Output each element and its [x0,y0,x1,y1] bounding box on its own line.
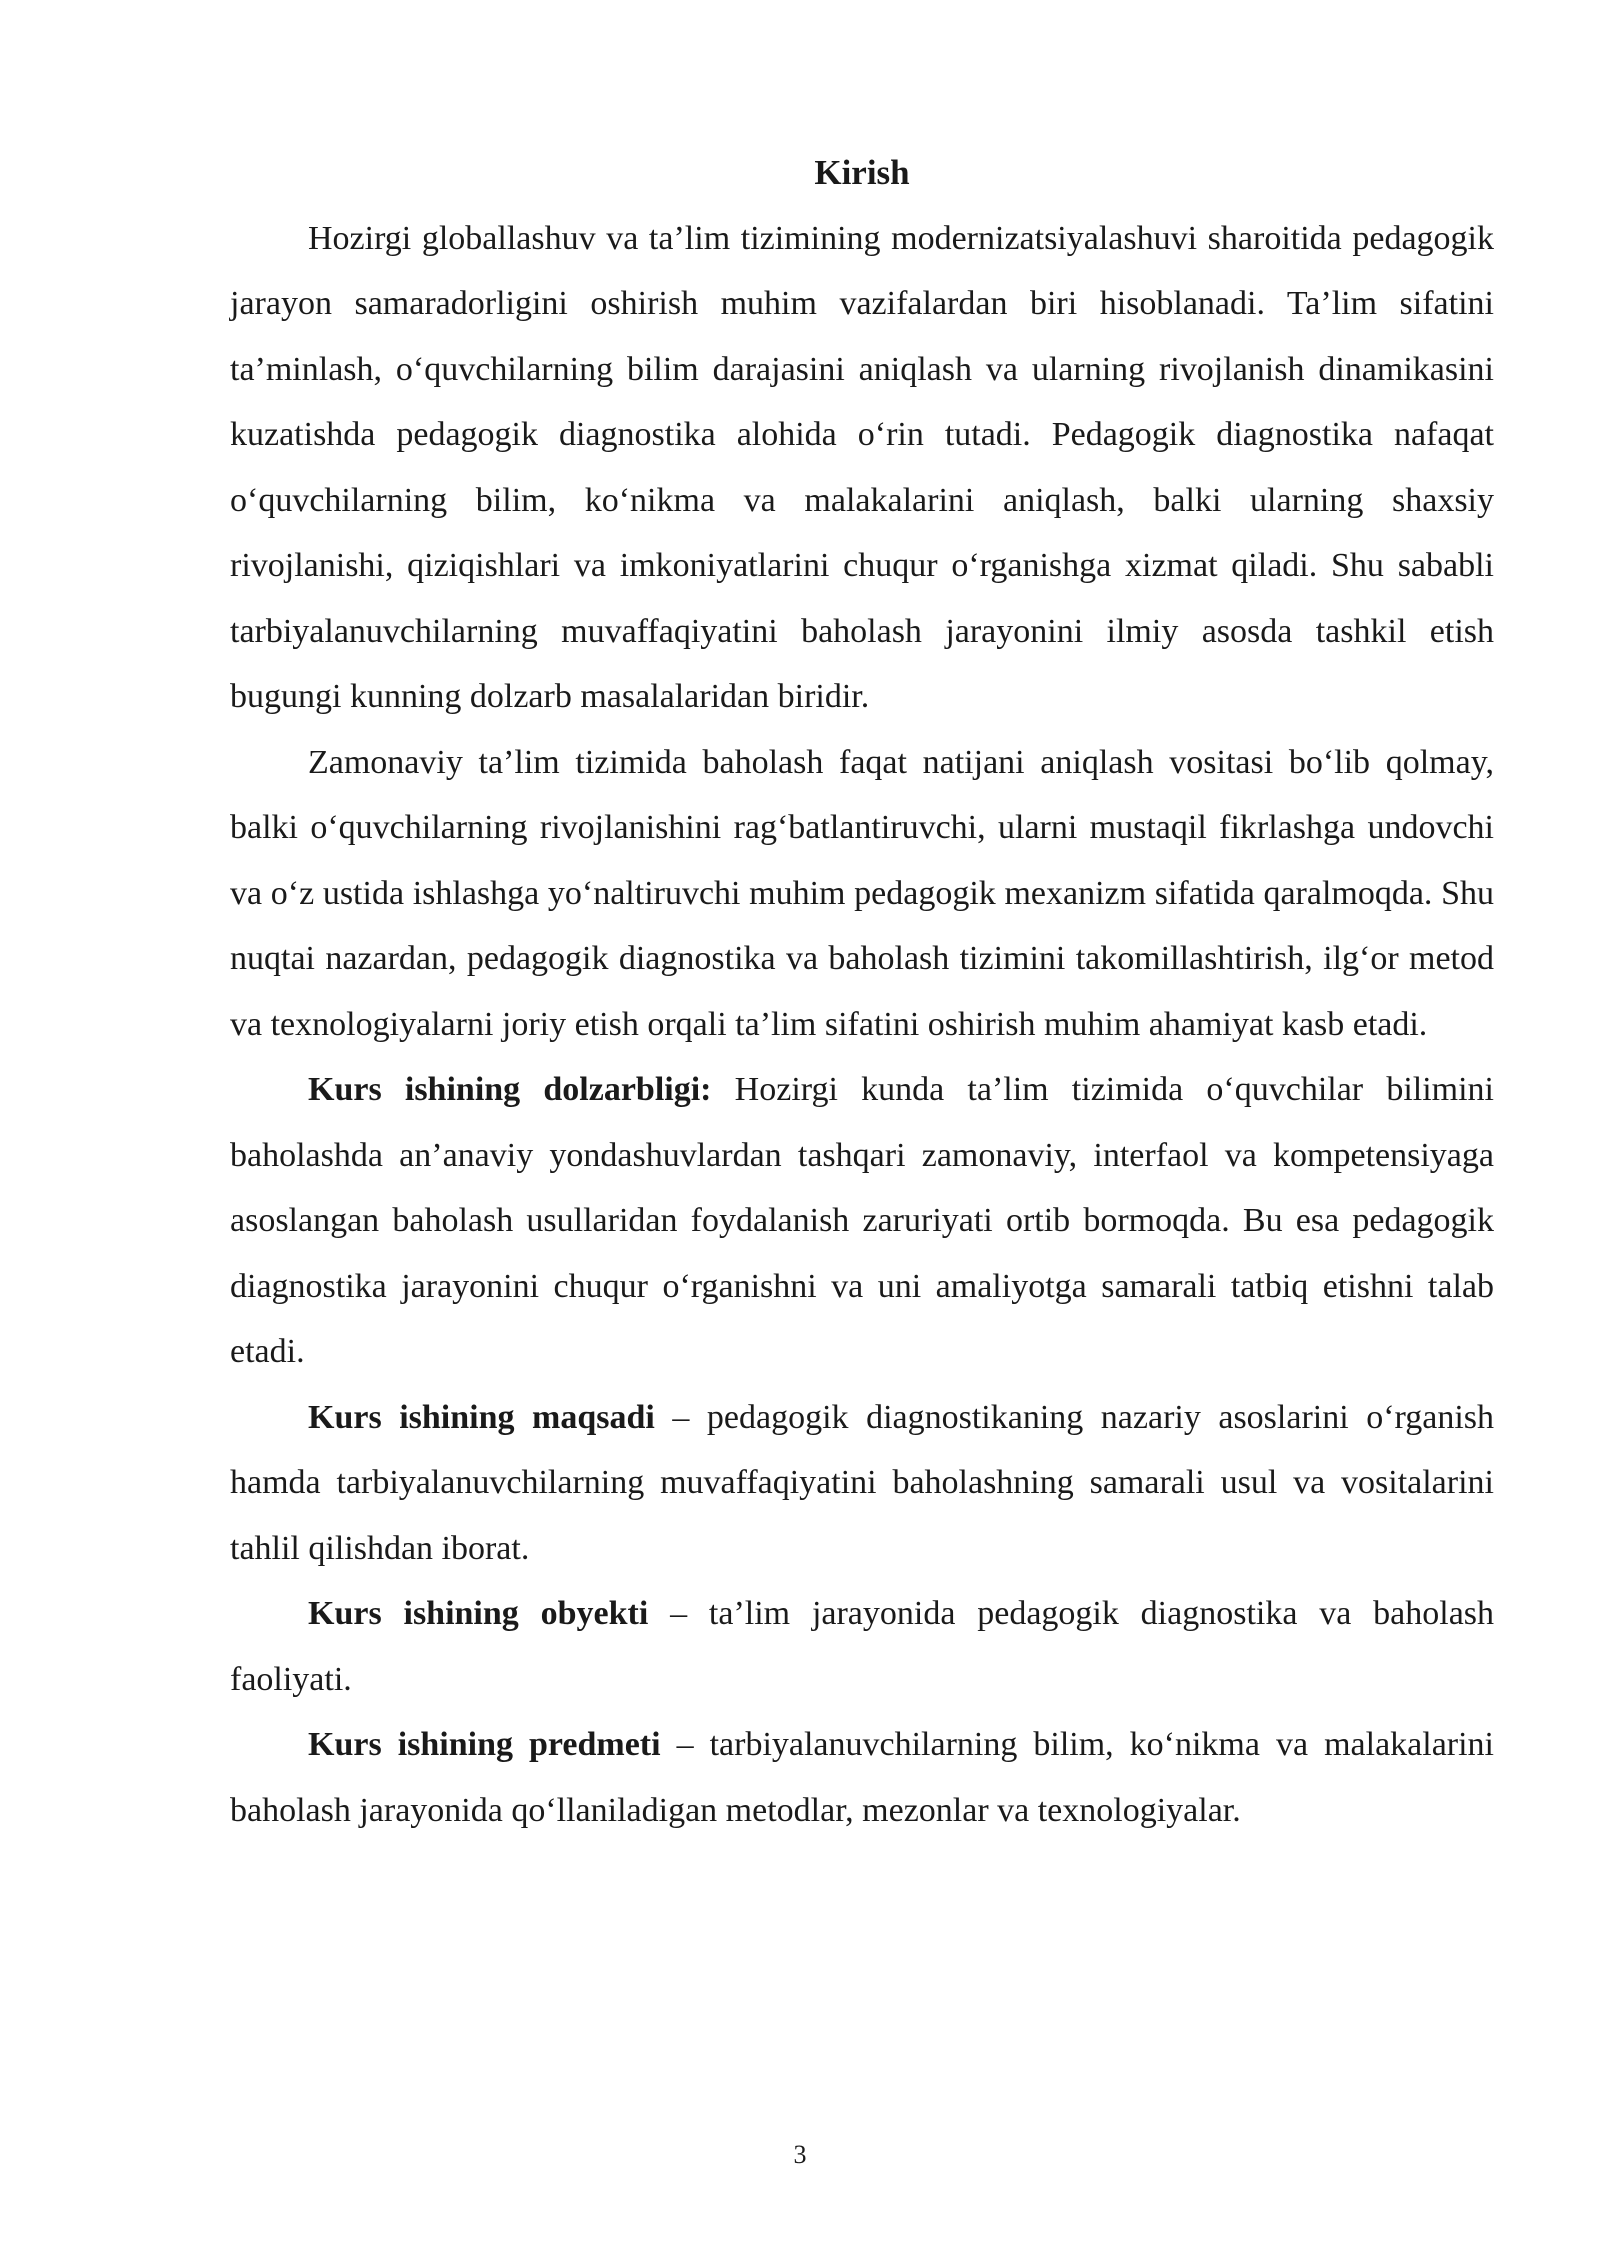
section-title: Kirish [814,153,910,192]
paragraph-goal [230,1385,1494,1582]
paragraph-text: – ta’lim jarayonida pedagogik diagnostika va baholash faoliyati. [230,1595,1495,1698]
paragraph-lead: Kurs ishining predmeti [308,1726,661,1763]
page-number: 3 [793,2140,807,2169]
paragraph-lead: Kurs ishining dolzarbligi: [308,1071,712,1108]
paragraph-text: Zamonaviy ta’lim tizimida baholash faqat natijani aniqlash vositasi bo‘lib qolmay, balki o‘quvchilarning rivojlanishini rag‘batlantiruvchi, ularni mustaqil fikrlashga undovchi va o‘z ustida ishlashga yo‘naltiruvchi muhim pedagogik mexanizm sifatida qaralmoqda. Shu nuqtai nazardan, pedagogik diagnostika va baholash tizimini takomillashtirish, ilg‘or metod va texnologiyalarni joriy etish orqali ta’lim sifatini oshirish muhim ahamiyat kasb etadi. [230,743,1494,1043]
paragraph-intro [230,206,1494,730]
paragraph-text: – pedagogik diagnostikaning nazariy asoslarini o‘rganish hamda tarbiyalanuvchilarning muvaffaqiyatini baholashning samarali usul va vositalarini tahlil qilishdan iborat. [230,1398,1494,1567]
paragraph-object [230,1581,1494,1712]
paragraph-text: – tarbiyalanuvchilarning bilim, ko‘nikma va malakalarini baholash jarayonida qo‘llaniladigan metodlar, mezonlar va texnologiyalar. [230,1726,1494,1829]
paragraph-lead: Kurs ishining obyekti [308,1595,649,1632]
paragraph-lead: Kurs ishining maqsadi [308,1398,655,1436]
paragraph-subject [230,1712,1494,1843]
paragraph-text: Hozirgi globallashuv va ta’lim tizimining modernizatsiyalashuvi sharoitida pedagogik jarayon samaradorligini oshirish muhim vazifalardan biri hisoblanadi. Ta’lim sifatini ta’minlash, o‘quvchilarning bilim darajasini aniqlash va ularning rivojlanish dinamikasini kuzatishda pedagogik diagnostika alohida o‘rin tutadi. Pedagogik diagnostika nafaqat o‘quvchilarning bilim, ko‘nikma va malakalarini aniqlash, balki ularning shaxsiy rivojlanishi, qiziqishlari va imkoniyatlarini chuqur o‘rganishga xizmat qiladi. Shu sababli tarbiyalanuvchilarning muvaffaqiyatini baholash jarayonini ilmiy asosda tashkil etish bugungi kunning dolzarb masalalaridan biridir. [230,219,1494,715]
paragraph-text: Hozirgi kunda ta’lim tizimida o‘quvchilar bilimini baholashda an’anaviy yondashuvlardan tashqari zamonaviy, interfaol va kompetensiyaga asoslangan baholash usullaridan foydalanish zaruriyati ortib bormoqda. Bu esa pedagogik diagnostika jarayonini chuqur o‘rganishni va uni amaliyotga samarali tatbiq etishni talab etadi. [230,1071,1494,1370]
document-page [230,140,1494,1843]
paragraph-modern-assessment [230,730,1494,1058]
paragraph-relevance [230,1057,1494,1385]
